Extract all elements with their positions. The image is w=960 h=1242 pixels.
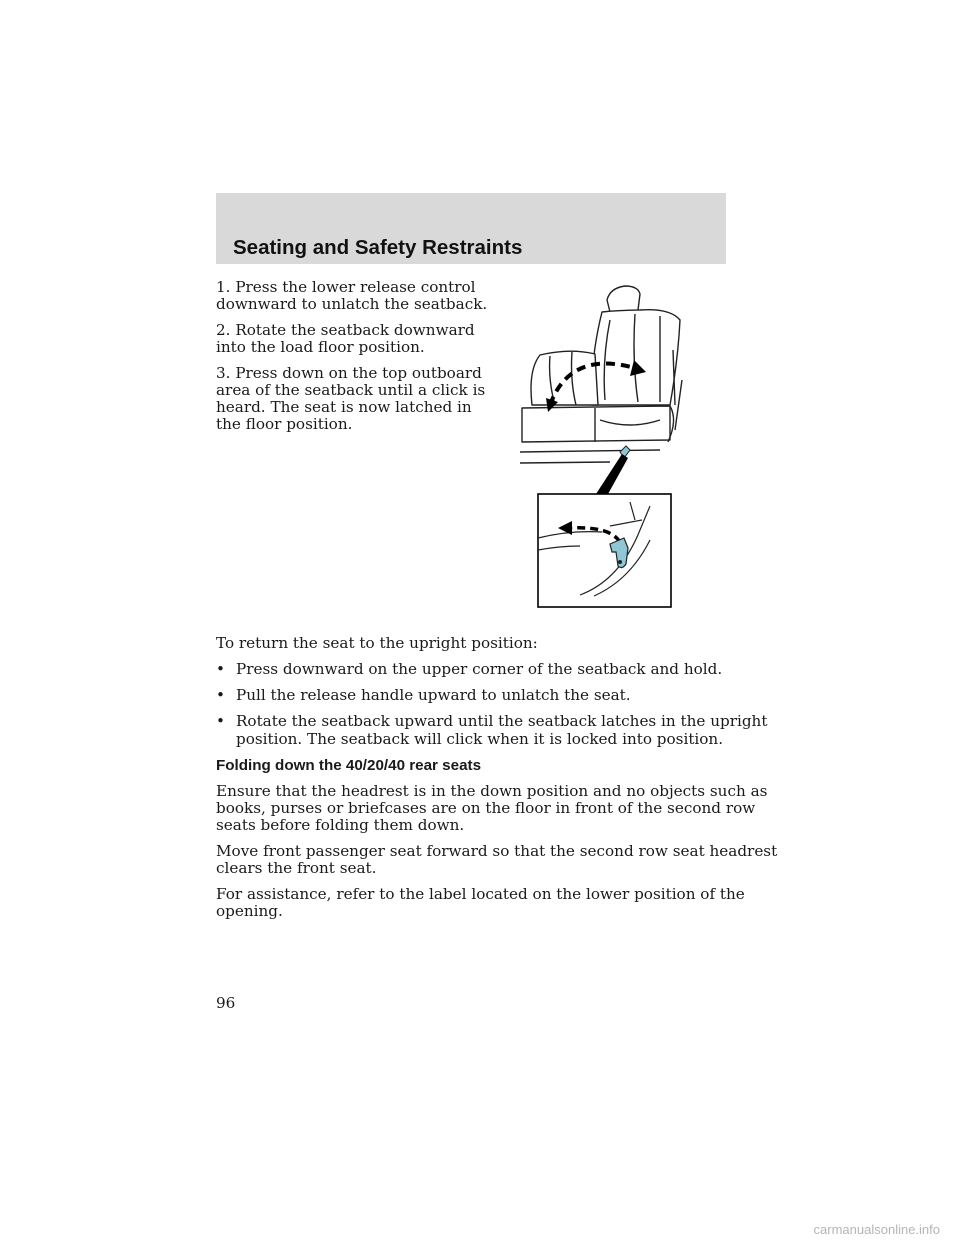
step-2-line-1: 2. Rotate the seatback downward: [216, 321, 475, 339]
return-bullet-2: [216, 687, 631, 705]
bullet-dot-icon: •: [216, 686, 225, 704]
folding-para-2-line-1: Move front passenger seat forward so that the second row seat headrest: [216, 842, 778, 860]
folding-para-3-line-2: opening.: [216, 902, 283, 920]
section-header-band: [216, 193, 726, 264]
bullet-dot-icon: •: [216, 660, 225, 678]
step-3-line-1: 3. Press down on the top outboard: [216, 364, 482, 382]
return-bullet-1: [216, 661, 722, 679]
bullet-dot-icon: •: [216, 712, 225, 730]
bullet-text-line-1: Rotate the seatback upward until the seatback latches in the upright: [236, 712, 768, 730]
bullet-text-line-2: position. The seatback will click when it is locked into position.: [236, 729, 724, 748]
step-3-line-2: area of the seatback until a click is: [216, 381, 486, 399]
bullet-text: Pull the release handle upward to unlatch the seat.: [236, 686, 631, 704]
bullet-text: Press downward on the upper corner of the seatback and hold.: [236, 660, 723, 678]
step-1-line-1: 1. Press the lower release control: [216, 278, 476, 296]
watermark-link[interactable]: carmanualsonline.info: [813, 1222, 940, 1237]
section-title: Seating and Safety Restraints: [233, 236, 523, 259]
seat-fold-illustration: [510, 280, 710, 610]
step-3-line-4: the floor position.: [216, 415, 353, 433]
page-number: 96: [216, 994, 236, 1012]
folding-para-2-line-2: clears the front seat.: [216, 859, 377, 877]
folding-para-1-line-2: books, purses or briefcases are on the floor in front of the second row: [216, 799, 756, 817]
step-1-line-2: downward to unlatch the seatback.: [216, 295, 488, 313]
return-intro: To return the seat to the upright position:: [216, 634, 538, 652]
step-3-line-3: heard. The seat is now latched in: [216, 398, 472, 416]
folding-para-1-line-3: seats before folding them down.: [216, 816, 465, 834]
return-bullet-3: [216, 713, 767, 748]
folding-para-1-line-1: Ensure that the headrest is in the down position and no objects such as: [216, 782, 768, 800]
folding-para-3-line-1: For assistance, refer to the label located on the lower position of the: [216, 885, 745, 903]
step-2-line-2: into the load floor position.: [216, 338, 425, 356]
folding-heading: Folding down the 40/20/40 rear seats: [216, 757, 482, 774]
